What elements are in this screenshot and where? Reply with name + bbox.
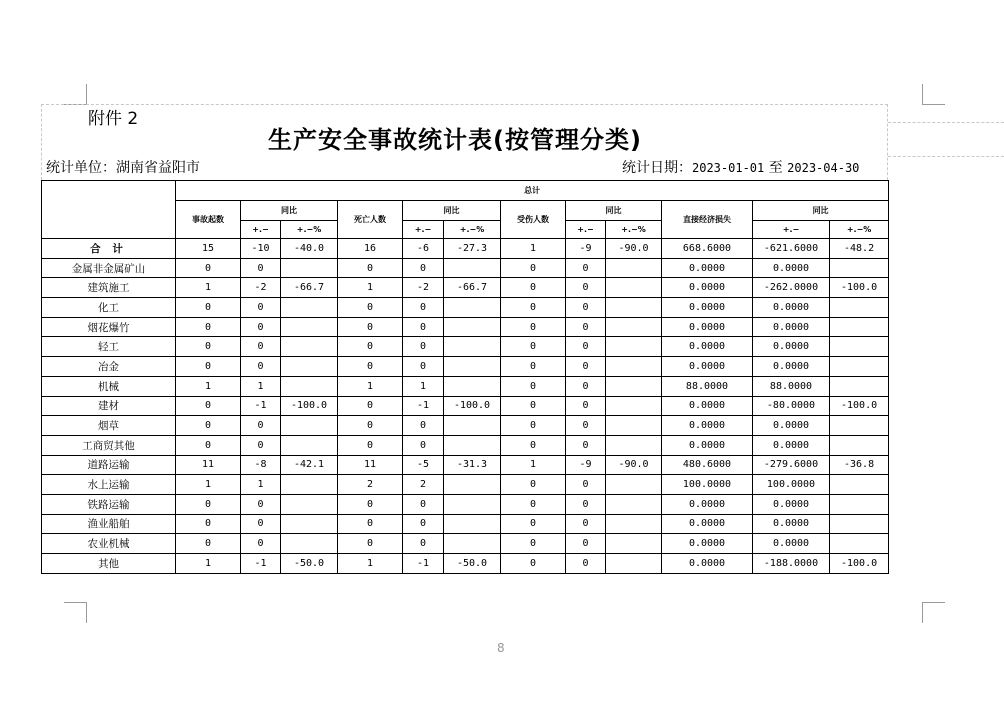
crop-mark-bottom-left	[64, 602, 87, 623]
category-cell: 建筑施工	[42, 278, 176, 298]
value-cell: -50.0	[444, 554, 501, 574]
value-cell: 0	[566, 396, 606, 416]
value-cell: -100.0	[444, 396, 501, 416]
value-cell: 88.0000	[753, 376, 830, 396]
value-cell	[606, 298, 662, 318]
category-cell: 农业机械	[42, 534, 176, 554]
annex-label: 附件 2	[88, 109, 139, 129]
value-cell: 0.0000	[753, 258, 830, 278]
header-category-blank	[42, 181, 176, 239]
value-cell	[281, 298, 338, 318]
value-cell	[281, 357, 338, 377]
value-cell: 0	[566, 494, 606, 514]
value-cell: 0	[176, 514, 241, 534]
category-cell: 道路运输	[42, 455, 176, 475]
value-cell	[444, 317, 501, 337]
category-cell: 机械	[42, 376, 176, 396]
value-cell: 0	[176, 435, 241, 455]
value-cell: -621.6000	[753, 239, 830, 259]
value-cell: 0	[241, 435, 281, 455]
header-change-percent: +.−%	[830, 221, 889, 239]
value-cell: 0.0000	[753, 357, 830, 377]
value-cell: 1	[176, 278, 241, 298]
value-cell: 0	[176, 416, 241, 436]
value-cell: 0	[566, 514, 606, 534]
value-cell: 2	[338, 475, 403, 495]
value-cell: -50.0	[281, 554, 338, 574]
value-cell: 0	[501, 317, 566, 337]
value-cell: 0	[501, 298, 566, 318]
value-cell: 0.0000	[662, 337, 753, 357]
value-cell: 0	[501, 475, 566, 495]
value-cell: 0	[501, 337, 566, 357]
value-cell	[830, 357, 889, 377]
table-row	[42, 278, 889, 298]
table-row	[42, 534, 889, 554]
value-cell	[606, 317, 662, 337]
table-row	[42, 435, 889, 455]
table-row	[42, 396, 889, 416]
value-cell: 0	[176, 298, 241, 318]
value-cell: 0.0000	[753, 317, 830, 337]
value-cell	[606, 416, 662, 436]
header-economic-loss: 直接经济损失	[662, 201, 753, 239]
statistics-unit: 统计单位：湖南省益阳市	[46, 160, 200, 176]
gridline-extension	[888, 122, 1004, 123]
value-cell: 0.0000	[662, 278, 753, 298]
value-cell: 1	[176, 475, 241, 495]
value-cell: 0	[338, 534, 403, 554]
value-cell: 0	[501, 258, 566, 278]
value-cell: 0	[501, 416, 566, 436]
value-cell: 0	[338, 416, 403, 436]
value-cell: 2	[403, 475, 444, 495]
value-cell: 0	[403, 514, 444, 534]
value-cell: 0.0000	[662, 416, 753, 436]
value-cell: 0	[338, 337, 403, 357]
value-cell: 0	[501, 278, 566, 298]
value-cell: -10	[241, 239, 281, 259]
table-row	[42, 475, 889, 495]
value-cell: -279.6000	[753, 455, 830, 475]
value-cell: 668.6000	[662, 239, 753, 259]
value-cell: 0.0000	[662, 298, 753, 318]
value-cell: 1	[338, 554, 403, 574]
value-cell: 0.0000	[662, 396, 753, 416]
value-cell	[606, 534, 662, 554]
value-cell: 0.0000	[753, 435, 830, 455]
header-change: +.−	[403, 221, 444, 239]
value-cell: -8	[241, 455, 281, 475]
value-cell	[606, 554, 662, 574]
print-area-top-line	[41, 104, 888, 105]
value-cell	[606, 258, 662, 278]
value-cell: 100.0000	[753, 475, 830, 495]
value-cell: 0	[566, 258, 606, 278]
value-cell: 0	[403, 298, 444, 318]
value-cell: -100.0	[830, 554, 889, 574]
value-cell: -80.0000	[753, 396, 830, 416]
value-cell	[444, 357, 501, 377]
value-cell: -5	[403, 455, 444, 475]
header-change: +.−	[241, 221, 281, 239]
value-cell: 0	[566, 357, 606, 377]
value-cell: -262.0000	[753, 278, 830, 298]
value-cell: 0.0000	[753, 416, 830, 436]
value-cell	[606, 337, 662, 357]
crop-mark-top-right	[922, 84, 945, 105]
category-cell: 建材	[42, 396, 176, 416]
value-cell: 0	[501, 376, 566, 396]
value-cell	[606, 494, 662, 514]
date-from: 2023-01-01	[692, 161, 765, 175]
value-cell	[281, 475, 338, 495]
table-row	[42, 554, 889, 574]
value-cell: 1	[176, 376, 241, 396]
accident-statistics-table	[41, 180, 889, 574]
value-cell: 1	[501, 239, 566, 259]
value-cell: 0	[501, 357, 566, 377]
header-injured: 受伤人数	[501, 201, 566, 239]
value-cell: 0.0000	[662, 357, 753, 377]
value-cell: 0	[338, 494, 403, 514]
header-yoy-injured: 同比	[566, 201, 662, 221]
value-cell	[606, 475, 662, 495]
value-cell: 0	[338, 298, 403, 318]
value-cell: 1	[176, 554, 241, 574]
value-cell: -66.7	[281, 278, 338, 298]
value-cell	[444, 376, 501, 396]
value-cell: -42.1	[281, 455, 338, 475]
value-cell	[281, 494, 338, 514]
value-cell: -6	[403, 239, 444, 259]
value-cell: 0	[566, 298, 606, 318]
date-to: 2023-04-30	[787, 161, 860, 175]
header-change-percent: +.−%	[606, 221, 662, 239]
value-cell	[444, 514, 501, 534]
value-cell: 16	[338, 239, 403, 259]
value-cell: 0.0000	[753, 534, 830, 554]
value-cell: 0	[241, 258, 281, 278]
value-cell: 0	[403, 494, 444, 514]
value-cell: 0	[403, 337, 444, 357]
value-cell: 1	[501, 455, 566, 475]
value-cell	[830, 514, 889, 534]
value-cell	[281, 435, 338, 455]
value-cell: 0	[241, 298, 281, 318]
value-cell	[830, 534, 889, 554]
header-yoy-loss: 同比	[753, 201, 889, 221]
value-cell: -1	[403, 396, 444, 416]
value-cell: 0	[176, 357, 241, 377]
value-cell	[830, 317, 889, 337]
value-cell: 0.0000	[753, 337, 830, 357]
value-cell	[444, 494, 501, 514]
value-cell: 0.0000	[753, 514, 830, 534]
value-cell: 0	[176, 396, 241, 416]
value-cell: 0.0000	[662, 494, 753, 514]
value-cell	[281, 534, 338, 554]
value-cell	[606, 357, 662, 377]
value-cell: 0.0000	[662, 317, 753, 337]
value-cell	[830, 435, 889, 455]
value-cell	[444, 416, 501, 436]
value-cell: 1	[241, 475, 281, 495]
value-cell	[281, 258, 338, 278]
header-change-percent: +.−%	[281, 221, 338, 239]
value-cell	[281, 514, 338, 534]
header-change: +.−	[566, 221, 606, 239]
value-cell: 0	[403, 534, 444, 554]
value-cell: 0	[501, 396, 566, 416]
table-row	[42, 416, 889, 436]
value-cell: 0	[241, 514, 281, 534]
category-cell: 冶金	[42, 357, 176, 377]
date-separator: 至	[768, 160, 783, 176]
value-cell	[830, 298, 889, 318]
value-cell	[444, 534, 501, 554]
value-cell: 0	[501, 494, 566, 514]
value-cell: 1	[241, 376, 281, 396]
value-cell: -100.0	[830, 396, 889, 416]
value-cell: 0	[566, 317, 606, 337]
value-cell	[830, 376, 889, 396]
value-cell	[281, 416, 338, 436]
value-cell: 0	[176, 534, 241, 554]
value-cell: -36.8	[830, 455, 889, 475]
value-cell: 0	[501, 514, 566, 534]
value-cell: 480.6000	[662, 455, 753, 475]
value-cell: 0	[176, 258, 241, 278]
value-cell: 0	[566, 337, 606, 357]
value-cell: 0	[338, 514, 403, 534]
value-cell	[444, 337, 501, 357]
value-cell: -31.3	[444, 455, 501, 475]
value-cell: 0	[566, 475, 606, 495]
table-row-total	[42, 239, 889, 259]
value-cell: 11	[338, 455, 403, 475]
value-cell: 1	[338, 376, 403, 396]
table-row	[42, 455, 889, 475]
value-cell: 0.0000	[662, 258, 753, 278]
value-cell: 0	[338, 435, 403, 455]
category-cell: 铁路运输	[42, 494, 176, 514]
value-cell: -100.0	[281, 396, 338, 416]
value-cell: -1	[403, 554, 444, 574]
value-cell: -1	[241, 554, 281, 574]
header-change: +.−	[753, 221, 830, 239]
value-cell: 0	[338, 258, 403, 278]
value-cell: 0.0000	[662, 534, 753, 554]
header-yoy-deaths: 同比	[403, 201, 501, 221]
value-cell: 0	[241, 317, 281, 337]
value-cell: 0	[566, 435, 606, 455]
header-change-percent: +.−%	[444, 221, 501, 239]
value-cell: 0	[501, 534, 566, 554]
value-cell: 0	[501, 435, 566, 455]
value-cell: -100.0	[830, 278, 889, 298]
value-cell: 0	[501, 554, 566, 574]
value-cell: 0	[403, 416, 444, 436]
value-cell: 0	[241, 416, 281, 436]
value-cell: 0	[176, 317, 241, 337]
value-cell: -1	[241, 396, 281, 416]
statistics-date	[622, 157, 859, 177]
crop-mark-bottom-right	[922, 602, 945, 623]
category-cell: 化工	[42, 298, 176, 318]
value-cell	[606, 514, 662, 534]
table-row	[42, 258, 889, 278]
value-cell: 0.0000	[662, 514, 753, 534]
category-cell: 金属非金属矿山	[42, 258, 176, 278]
category-cell: 烟花爆竹	[42, 317, 176, 337]
value-cell: 11	[176, 455, 241, 475]
value-cell	[830, 475, 889, 495]
value-cell: 0	[566, 554, 606, 574]
table-row	[42, 357, 889, 377]
table-row	[42, 514, 889, 534]
value-cell	[830, 337, 889, 357]
value-cell	[606, 376, 662, 396]
value-cell	[444, 258, 501, 278]
value-cell: 0.0000	[753, 494, 830, 514]
value-cell: 0	[403, 435, 444, 455]
value-cell: 0	[566, 534, 606, 554]
header-yoy-accidents: 同比	[241, 201, 338, 221]
value-cell: 0	[241, 494, 281, 514]
print-area-right-line	[887, 104, 888, 180]
value-cell: 0	[176, 494, 241, 514]
header-total: 总计	[176, 181, 889, 201]
value-cell	[444, 475, 501, 495]
page-number: 8	[497, 641, 505, 655]
table-row	[42, 298, 889, 318]
value-cell: -2	[241, 278, 281, 298]
value-cell: 0.0000	[662, 435, 753, 455]
value-cell: 0	[566, 416, 606, 436]
value-cell: -27.3	[444, 239, 501, 259]
value-cell: 0	[338, 357, 403, 377]
header-accident-count: 事故起数	[176, 201, 241, 239]
header-deaths: 死亡人数	[338, 201, 403, 239]
category-cell: 工商贸其他	[42, 435, 176, 455]
value-cell	[606, 396, 662, 416]
value-cell: -40.0	[281, 239, 338, 259]
category-cell: 轻工	[42, 337, 176, 357]
value-cell: 0	[403, 317, 444, 337]
value-cell: -2	[403, 278, 444, 298]
value-cell	[830, 258, 889, 278]
value-cell	[281, 376, 338, 396]
value-cell: 1	[403, 376, 444, 396]
value-cell: -9	[566, 239, 606, 259]
category-cell: 其他	[42, 554, 176, 574]
category-cell: 合 计	[42, 239, 176, 259]
value-cell: -66.7	[444, 278, 501, 298]
print-area-left-line	[41, 104, 42, 180]
value-cell: 0	[241, 337, 281, 357]
table-row	[42, 494, 889, 514]
value-cell: -90.0	[606, 239, 662, 259]
value-cell: 0	[403, 258, 444, 278]
table-row	[42, 376, 889, 396]
table-body	[42, 239, 889, 574]
value-cell	[281, 317, 338, 337]
value-cell	[281, 337, 338, 357]
value-cell: 0.0000	[753, 298, 830, 318]
value-cell: 1	[338, 278, 403, 298]
value-cell: 0	[241, 357, 281, 377]
value-cell: 88.0000	[662, 376, 753, 396]
table-row	[42, 337, 889, 357]
value-cell: 0	[338, 396, 403, 416]
value-cell	[444, 435, 501, 455]
value-cell	[830, 494, 889, 514]
value-cell	[444, 298, 501, 318]
value-cell: 0	[241, 534, 281, 554]
value-cell: 0	[566, 376, 606, 396]
gridline-extension	[888, 156, 1004, 157]
date-label: 统计日期：	[622, 160, 692, 176]
value-cell: -90.0	[606, 455, 662, 475]
value-cell: -9	[566, 455, 606, 475]
category-cell: 水上运输	[42, 475, 176, 495]
value-cell	[606, 278, 662, 298]
category-cell: 烟草	[42, 416, 176, 436]
value-cell: 0	[176, 337, 241, 357]
value-cell: -188.0000	[753, 554, 830, 574]
table-row	[42, 317, 889, 337]
value-cell: 0.0000	[662, 554, 753, 574]
category-cell: 渔业船舶	[42, 514, 176, 534]
value-cell: 0	[403, 357, 444, 377]
value-cell: -48.2	[830, 239, 889, 259]
value-cell	[830, 416, 889, 436]
value-cell: 0	[338, 317, 403, 337]
value-cell: 15	[176, 239, 241, 259]
value-cell: 0	[566, 278, 606, 298]
crop-mark-top-left	[64, 84, 87, 105]
value-cell	[606, 435, 662, 455]
value-cell: 100.0000	[662, 475, 753, 495]
page-title: 生产安全事故统计表(按管理分类)	[268, 126, 642, 154]
